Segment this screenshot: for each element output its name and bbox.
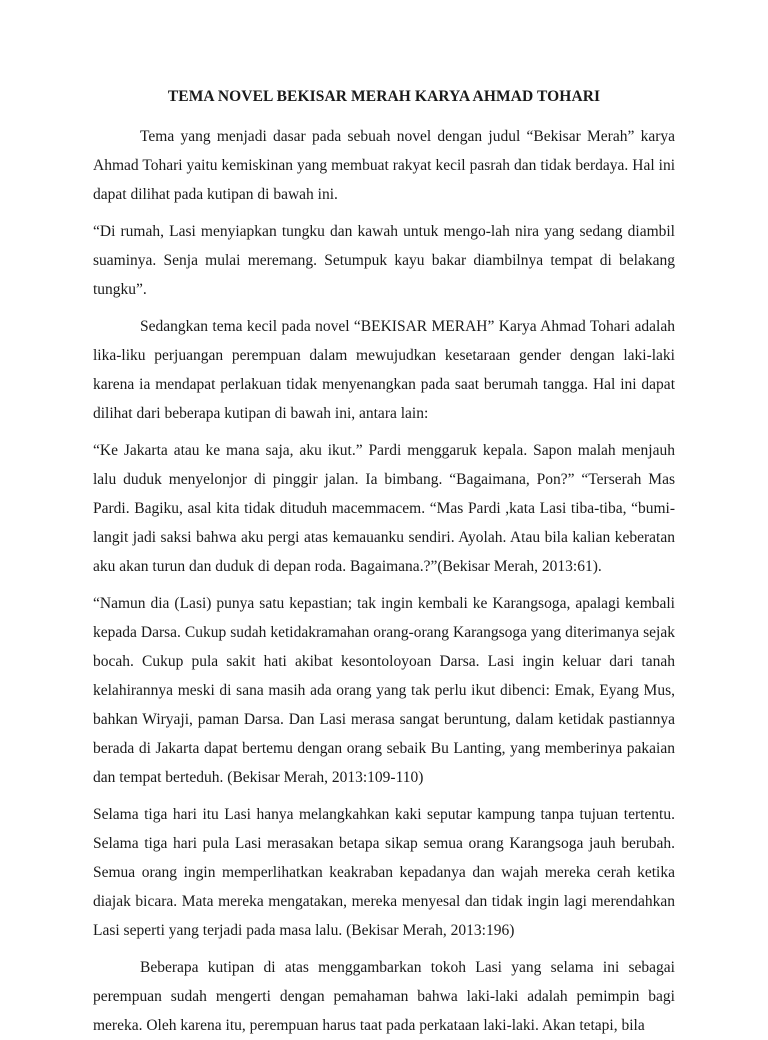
quote-paragraph: “Di rumah, Lasi menyiapkan tungku dan kawah untuk mengo-lah nira yang sedang diambil suaminya. Senja mulai meremang. Setumpuk kayu bakar diambilnya tempat di belakang tungku”. <box>93 223 675 298</box>
document-title: TEMA NOVEL BEKISAR MERAH KARYA AHMAD TOHARI <box>167 88 601 105</box>
quote-paragraph: “Namun dia (Lasi) punya satu kepastian; tak ingin kembali ke Karangsoga, apalagi kembali kepada Darsa. Cukup sudah ketidakramahan orang-orang Karangsoga yang diterimanya sejak bocah. Cukup pula sakit hati akibat kesontoloyoan Darsa. Lasi ingin keluar dari tanah kelahirannya meski di sana masih ada orang yang tak perlu ikut dibenci: Emak, Eyang Mus, bahkan Wiryaji, paman Darsa. Dan Lasi merasa sangat beruntung, dalam ketidak pastiannya berada di Jakarta dapat bertemu dengan orang sebaik Bu Lanting, yang memberinya pakaian dan tempat berteduh. (Bekisar Merah, 2013:109-110) <box>93 595 675 786</box>
quote-paragraph: “Ke Jakarta atau ke mana saja, aku ikut.” Pardi menggaruk kepala. Sapon malah menjauh lalu duduk menyelonjor di pinggir jalan. Ia bimbang. “Bagaimana, Pon?” “Terserah Mas Pardi. Bagiku, asal kita tidak dituduh macemmacem. “Mas Pardi ,kata Lasi tiba-tiba, “bumi-langit jadi saksi bahwa aku pergi atas kemauanku sendiri. Ayolah. Atau bila kalian keberatan aku akan turun dan duduk di depan roda. Bagaimana.?”(Bekisar Merah, 2013:61). <box>93 442 675 575</box>
paragraph-minor-theme: Sedangkan tema kecil pada novel “BEKISAR MERAH” Karya Ahmad Tohari adalah lika-liku perjuangan perempuan dalam mewujudkan kesetaraan gender dengan laki-laki karena ia mendapat perlakuan tidak menyenangkan pada saat berumah tangga. Hal ini dapat dilihat dari beberapa kutipan di bawah ini, antara lain: <box>93 318 675 422</box>
paragraph-intro: Tema yang menjadi dasar pada sebuah novel dengan judul “Bekisar Merah” karya Ahmad Tohari yaitu kemiskinan yang membuat rakyat kecil pasrah dan tidak berdaya. Hal ini dapat dilihat pada kutipan di bawah ini. <box>93 128 675 203</box>
quote-paragraph: Selama tiga hari itu Lasi hanya melangkahkan kaki seputar kampung tanpa tujuan tertentu. Selama tiga hari pula Lasi merasakan betapa sikap semua orang Karangsoga jauh berubah. Semua orang ingin memperlihatkan keakraban kepadanya dan wajah mereka cerah ketika diajak bicara. Mata mereka mengatakan, mereka menyesal dan tidak ingin lagi merendahkan Lasi seperti yang terjadi pada masa lalu. (Bekisar Merah, 2013:196) <box>93 806 675 939</box>
paragraph-analysis: Beberapa kutipan di atas menggambarkan tokoh Lasi yang selama ini sebagai perempuan sudah mengerti dengan pemahaman bahwa laki-laki adalah pemimpin bagi mereka. Oleh karena itu, perempuan harus taat pada perkataan laki-laki. Akan tetapi, bila <box>93 959 675 1034</box>
